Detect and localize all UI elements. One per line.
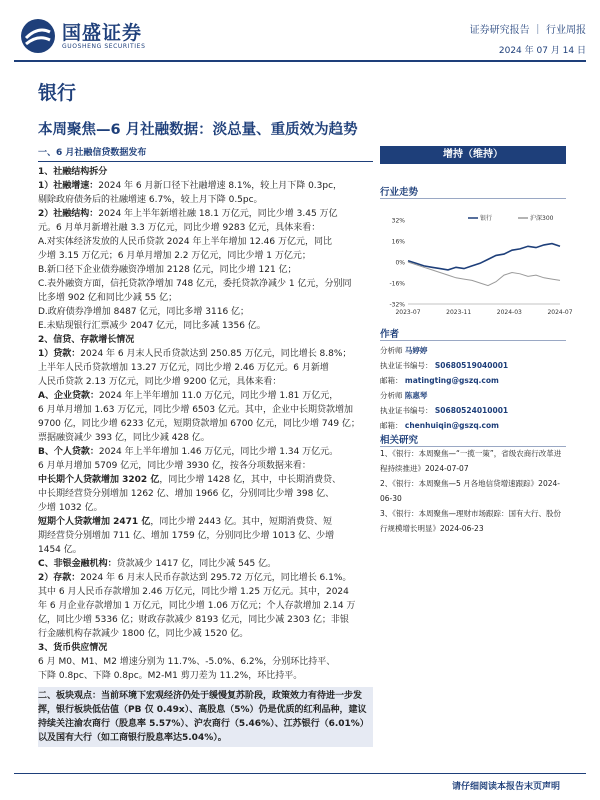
x-tick-label: 2024-07 bbox=[547, 309, 573, 316]
related-report-link[interactable]: 3、《银行：本周聚焦—理财市场跟踪：国有大行、股份行规模增长明显》2024-06-23 bbox=[380, 509, 562, 533]
body-line: 人民币贷款 2.13 万亿元，同比少增 9200 亿元，具体来看： bbox=[38, 377, 282, 387]
bold-lead: 2）社融结构： bbox=[38, 209, 99, 219]
legend-label: 沪深300 bbox=[530, 215, 554, 222]
body-line: 元。6 月单月新增社融 3.3 万亿元，同比少增 9283 亿元，具体来看： bbox=[38, 223, 321, 233]
disclaimer: 请仔细阅读本报告末页声明 bbox=[451, 782, 560, 792]
report-title: 本周聚焦—6 月社融数据：淡总量、重质效为趋势 bbox=[38, 122, 358, 138]
body-line: 6 月 M0、M1、M2 增速分别为 11.7%、-5.0%、6.2%，分别环比持平、 bbox=[38, 657, 336, 667]
body-line: 6 月单月增加 5709 亿元，同比少增 3930 亿，按各分项数据来看： bbox=[38, 461, 311, 471]
body-line: 下降 0.8pc、下降 0.8pc。M2-M1 剪刀差为 11.2%，环比持平。 bbox=[38, 671, 303, 681]
brand-name-en: GUOSHENG SECURITIES bbox=[62, 43, 146, 50]
body-line: 短期个人贷款增加 2471 亿，同比少增 2443 亿。其中，短期消费贷、短 bbox=[38, 517, 332, 527]
main-content bbox=[38, 146, 373, 747]
legend-label: 银行 bbox=[480, 215, 493, 222]
body-line: 中长期经营贷分别增加 1262 亿、增加 1966 亿，分别同比少增 398 亿、 bbox=[38, 489, 335, 499]
summary-box bbox=[38, 687, 373, 747]
body-line: B、个人贷款：2024 年上半年增加 1.46 万亿元，同比少增 1.34 万亿元。 bbox=[38, 447, 339, 457]
header-divider bbox=[14, 60, 586, 62]
body-line: 少增 3.15 万亿元；6 月单月增加 2.2 万亿元，同比少增 1 万亿元； bbox=[38, 251, 311, 261]
body-line: E.未贴现银行汇票减少 2047 亿元，同比多减 1356 亿。 bbox=[38, 321, 266, 331]
bold-lead: 1）贷款： bbox=[38, 349, 81, 359]
industry-title: 银行 bbox=[38, 82, 77, 104]
body-line: 上半年人民币贷款增加 13.27 万亿元，同比少增 2.46 万亿元。6 月新增 bbox=[38, 363, 329, 373]
related-heading: 相关研究 bbox=[380, 432, 566, 447]
x-tick-label: 2024-03 bbox=[496, 309, 522, 316]
authors-list bbox=[380, 343, 566, 433]
x-tick-label: 2023-07 bbox=[395, 309, 421, 316]
body-line: 年 6 月企业存款增加 1 万亿元，同比少增 1.06 万亿元；个人存款增加 2.14 万 bbox=[38, 601, 356, 611]
brand-name: 国盛证券 bbox=[62, 22, 143, 44]
y-tick-label: 0% bbox=[395, 259, 405, 267]
body-text bbox=[38, 165, 373, 683]
related-list bbox=[380, 446, 566, 536]
x-tick-label: 2023-11 bbox=[446, 309, 472, 316]
trend-chart bbox=[380, 212, 573, 322]
bold-lead: 中长期个人贷款增加 3202 亿 bbox=[38, 475, 160, 485]
y-tick-label: -16% bbox=[389, 280, 405, 288]
body-line: A、企业贷款：2024 年上半年增加 11.0 万亿元，同比少增 1.81 万亿元， bbox=[38, 391, 339, 401]
body-line: 1、社融结构拆分 bbox=[38, 167, 108, 177]
report-date: 2024 年 07 月 14 日 bbox=[498, 46, 586, 56]
body-line: A.对实体经济发放的人民币贷款 2024 年上半年增加 12.46 万亿元，同比 bbox=[38, 237, 332, 247]
body-line: 2、信贷、存款增长情况 bbox=[38, 335, 135, 345]
author-line: 分析师 陈惠琴 bbox=[380, 391, 428, 400]
author-line: 执业证书编号： S0680519040001 bbox=[380, 361, 509, 370]
body-line: 1454 亿。 bbox=[38, 545, 82, 555]
body-line: 中长期个人贷款增加 3202 亿，同比少增 1428 亿，其中，中长期消费贷、 bbox=[38, 475, 341, 485]
body-line: 1）贷款：2024 年 6 月末人民币贷款达到 250.85 万亿元，同比增长 8.8%； bbox=[38, 349, 352, 359]
report-type: 证券研究报告 ｜ 行业周报 bbox=[469, 25, 586, 36]
series-line-0 bbox=[408, 244, 560, 270]
y-tick-label: 16% bbox=[391, 238, 405, 246]
body-line: B.新口径下企业债券融资净增加 2128 亿元，同比少增 121 亿； bbox=[38, 265, 297, 275]
authors-heading: 作者 bbox=[380, 326, 566, 341]
bold-lead: B、个人贷款： bbox=[38, 447, 99, 457]
summary-text: 二、板块观点：当前环境下宏观经济仍处于缓慢复苏阶段，政策效力有待进一步发挥，银行板块低估值（PB 仅 0.49x）、高股息（5%）仍是优质的红利品种，建议持续关注渝农商行（股息率 5.57%）、沪农商行（5.46%）、江苏银行（6.01%）以及国有大行（如工商银行股息率达5.04%）。 bbox=[38, 691, 369, 743]
section-heading: 一、6 月社融信贷数据发布 bbox=[38, 146, 373, 162]
body-line: 6 月单月增加 1.63 万亿元，同比少增 6503 亿元。其中，企业中长期贷款增加 bbox=[38, 405, 353, 415]
body-line: D.政府债券净增加 8487 亿元，同比多增 3116 亿； bbox=[38, 307, 250, 317]
body-line: 2）存款：2024 年 6 月末人民币存款达到 295.72 万亿元，同比增长 6.1%。 bbox=[38, 573, 352, 583]
body-line: 其中 6 月人民币存款增加 2.46 万亿元，同比少增 1.25 万亿元。其中，2024 bbox=[38, 587, 349, 597]
author-line: 邮箱： chenhuiqin@gszq.com bbox=[380, 421, 499, 430]
bold-lead: 2）存款： bbox=[38, 573, 81, 583]
footer-divider bbox=[14, 773, 586, 774]
series-line-1 bbox=[408, 262, 560, 286]
author-line: 邮箱： matingting@gszq.com bbox=[380, 376, 499, 385]
body-line: 9700 亿，同比少增 6233 亿元，短期贷款增加 6700 亿元，同比少增 749 亿； bbox=[38, 419, 360, 429]
body-line: 1）社融增速：2024 年 6 月新口径下社融增速 8.1%，较上月下降 0.3pc， bbox=[38, 181, 343, 191]
body-line: 亿，同比少增 5336 亿；财政存款减少 8193 亿元，同比少减 2303 亿；非银 bbox=[38, 615, 349, 625]
body-line: 期经营贷分别增加 711 亿、增加 1759 亿，分别同比少增 1013 亿、少增 bbox=[38, 531, 335, 541]
body-line: 剔除政府债务后的社融增速 6.7%，较上月下降 0.5pc。 bbox=[38, 195, 263, 205]
body-line: 行金融机构存款减少 1800 亿，同比少减 1520 亿。 bbox=[38, 629, 249, 639]
body-line: 2）社融结构：2024 年上半年新增社融 18.1 万亿元，同比少增 3.45 万亿 bbox=[38, 209, 338, 219]
bold-lead: A、企业贷款： bbox=[38, 391, 99, 401]
body-line: 票据融资减少 393 亿，同比少减 428 亿。 bbox=[38, 433, 210, 443]
body-line: C、非银金融机构：贷款减少 1417 亿，同比少减 545 亿。 bbox=[38, 559, 277, 569]
body-line: 少增 1032 亿。 bbox=[38, 503, 103, 513]
y-tick-label: -32% bbox=[389, 301, 405, 309]
trend-heading: 行业走势 bbox=[380, 184, 566, 199]
rating-badge: 增持（维持） bbox=[380, 146, 566, 164]
body-line: 比多增 902 亿和同比少减 55 亿； bbox=[38, 293, 178, 303]
body-line: C.表外融资方面，信托贷款净增加 748 亿元，委托贷款净减少 1 亿元，分别同 bbox=[38, 279, 352, 289]
related-report-link[interactable]: 2、《银行：本周聚焦—5 月各地信贷增速跟踪》2024-06-30 bbox=[380, 479, 560, 503]
related-report-link[interactable]: 1、《银行：本周聚焦—“一揽一策”，省级农商行改革进程持续推进》2024-07-07 bbox=[380, 449, 562, 473]
bold-lead: C、非银金融机构： bbox=[38, 559, 117, 569]
body-line: 3、货币供应情况 bbox=[38, 643, 108, 653]
author-line: 分析师 马婷婷 bbox=[380, 346, 428, 355]
bold-lead: 1）社融增速： bbox=[38, 181, 99, 191]
author-line: 执业证书编号： S0680524010001 bbox=[380, 406, 509, 415]
y-tick-label: 32% bbox=[391, 217, 405, 225]
guosheng-logo-icon bbox=[20, 18, 56, 54]
bold-lead: 短期个人贷款增加 2471 亿 bbox=[38, 517, 151, 527]
